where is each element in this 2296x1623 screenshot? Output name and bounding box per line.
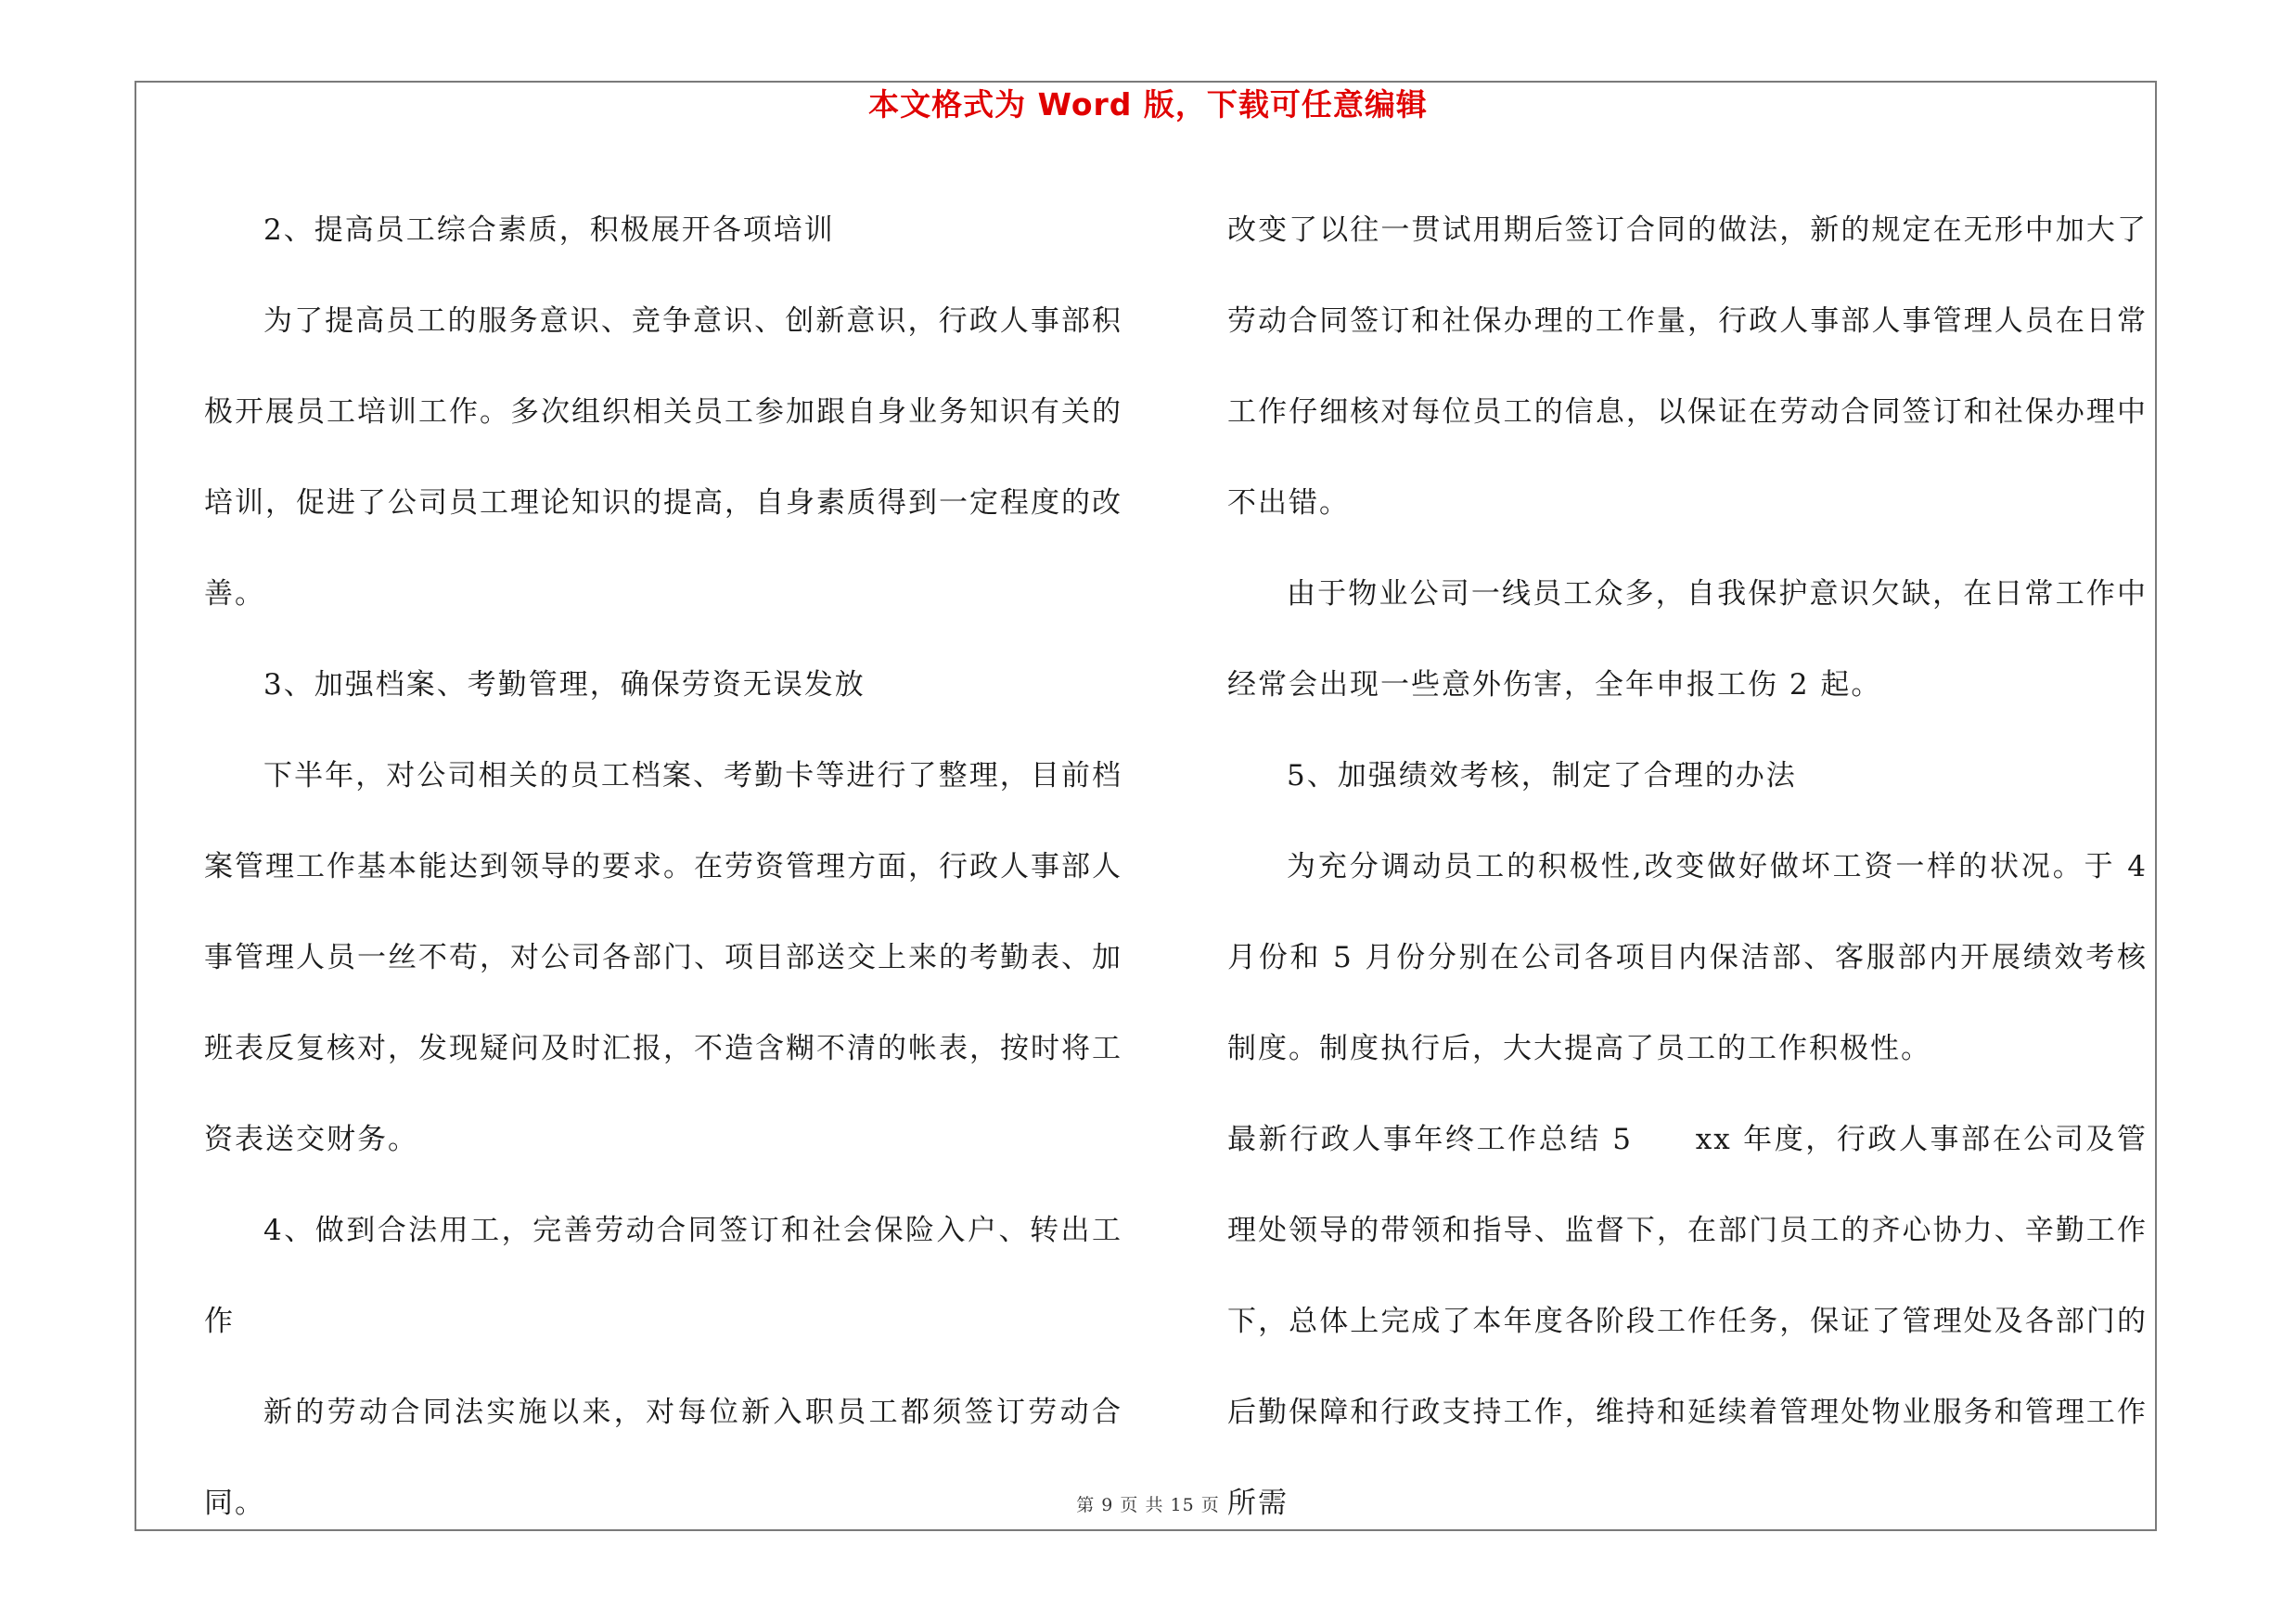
paragraph: 4、做到合法用工，完善劳动合同签订和社会保险入户、转出工作	[204, 1214, 1122, 1338]
right-column	[1227, 185, 2148, 1549]
format-banner: 本文格式为 Word 版，下载可任意编辑	[868, 86, 1428, 122]
paragraph: 由于物业公司一线员工众多，自我保护意识欠缺，在日常工作中经常会出现一些意外伤害，全年申报工伤 2 起。	[1227, 577, 2148, 702]
paragraph: 5、加强绩效考核，制定了合理的办法	[1287, 759, 1797, 792]
left-column	[204, 185, 1122, 1549]
paragraph: 改变了以往一贯试用期后签订合同的做法，新的规定在无形中加大了劳动合同签订和社保办理的工作量，行政人事部人事管理人员在日常工作仔细核对每位员工的信息，以保证在劳动合同签订和社保办理中不出错。	[1227, 213, 2148, 520]
paragraph: 新的劳动合同法实施以来，对每位新入职员工都须签订劳动合同。	[204, 1396, 1122, 1520]
paragraph: 最新行政人事年终工作总结 5 xx 年度，行政人事部在公司及管理处领导的带领和指导、监督下，在部门员工的齐心协力、辛勤工作下，总体上完成了本年度各阶段工作任务，保证了管理处及各部门的后勤保障和行政支持工作，维持和延续着管理处物业服务和管理工作所需	[1227, 1123, 2148, 1520]
paragraph: 为了提高员工的服务意识、竞争意识、创新意识，行政人事部积极开展员工培训工作。多次组织相关员工参加跟自身业务知识有关的培训，促进了公司员工理论知识的提高，自身素质得到一定程度的改善。	[204, 304, 1122, 611]
paragraph: 3、加强档案、考勤管理，确保劳资无误发放	[263, 668, 866, 702]
paragraph: 2、提高员工综合素质，积极展开各项培训	[263, 213, 835, 247]
page-footer: 第 9 页 共 15 页	[1076, 1495, 1220, 1515]
paragraph: 为充分调动员工的积极性,改变做好做坏工资一样的状况。于 4 月份和 5 月份分别在公司各项目内保洁部、客服部内开展绩效考核制度。制度执行后，大大提高了员工的工作积极性。	[1227, 850, 2148, 1065]
paragraph: 下半年，对公司相关的员工档案、考勤卡等进行了整理，目前档案管理工作基本能达到领导的要求。在劳资管理方面，行政人事部人事管理人员一丝不苟，对公司各部门、项目部送交上来的考勤表、加班表反复核对，发现疑问及时汇报，不造含糊不清的帐表，按时将工资表送交财务。	[204, 759, 1122, 1156]
